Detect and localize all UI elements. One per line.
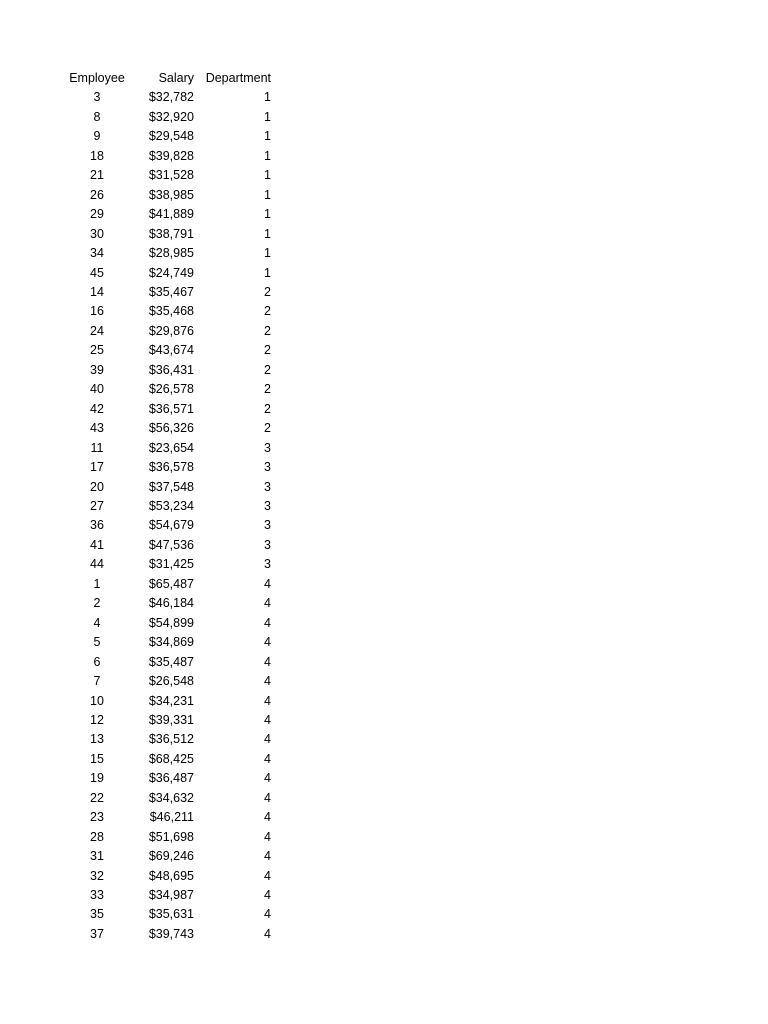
salary-cell: $53,234 xyxy=(148,498,194,513)
department-cell: 4 xyxy=(264,849,271,864)
salary-cell: $31,425 xyxy=(148,557,194,572)
table-row xyxy=(64,575,274,594)
salary-cell: $41,889 xyxy=(148,207,194,222)
salary-cell: $46,211 xyxy=(149,810,194,825)
table-row xyxy=(64,711,274,730)
employee-cell: 16 xyxy=(90,304,104,319)
department-cell: 4 xyxy=(264,907,271,922)
table-row xyxy=(64,925,274,944)
salary-cell: $35,487 xyxy=(148,654,194,669)
employee-cell: 43 xyxy=(90,421,104,436)
table-row xyxy=(64,516,274,535)
department-cell: 1 xyxy=(264,226,271,241)
department-cell: 4 xyxy=(264,810,271,825)
department-cell: 1 xyxy=(264,109,271,124)
salary-cell: $36,487 xyxy=(148,771,194,786)
salary-cell: $35,468 xyxy=(148,304,194,319)
header-row xyxy=(64,69,274,88)
department-cell: 4 xyxy=(264,674,271,689)
employee-cell: 27 xyxy=(90,498,104,513)
salary-cell: $68,425 xyxy=(148,751,194,766)
salary-cell: $29,548 xyxy=(148,129,194,144)
salary-cell: $69,246 xyxy=(148,849,194,864)
department-cell: 2 xyxy=(264,421,271,436)
employee-cell: 2 xyxy=(93,596,101,611)
salary-cell: $37,548 xyxy=(148,479,194,494)
employee-cell: 17 xyxy=(90,460,104,475)
employee-cell: 14 xyxy=(90,284,104,299)
employee-cell: 35 xyxy=(90,907,104,922)
salary-cell: $38,791 xyxy=(148,226,194,241)
employee-cell: 6 xyxy=(93,654,101,669)
department-cell: 4 xyxy=(264,771,271,786)
salary-cell: $28,985 xyxy=(148,246,194,261)
department-cell: 4 xyxy=(264,732,271,747)
department-cell: 4 xyxy=(264,615,271,630)
department-cell: 3 xyxy=(264,440,271,455)
table-row xyxy=(64,867,274,886)
department-cell: 4 xyxy=(264,868,271,883)
employee-cell: 3 xyxy=(93,90,101,105)
department-cell: 2 xyxy=(264,362,271,377)
employee-cell: 10 xyxy=(90,693,104,708)
table-row xyxy=(64,828,274,847)
department-cell: 4 xyxy=(264,888,271,903)
department-cell: 4 xyxy=(264,654,271,669)
department-cell: 4 xyxy=(264,693,271,708)
table-row xyxy=(64,458,274,477)
table-row xyxy=(64,127,274,146)
salary-cell: $32,782 xyxy=(148,90,194,105)
salary-cell: $39,331 xyxy=(148,712,194,727)
table-row xyxy=(64,886,274,905)
salary-cell: $23,654 xyxy=(148,440,194,455)
salary-cell: $34,987 xyxy=(148,888,194,903)
salary-cell: $34,869 xyxy=(148,635,194,650)
table-row xyxy=(64,225,274,244)
salary-cell: $36,512 xyxy=(148,732,194,747)
employee-cell: 31 xyxy=(90,849,104,864)
department-cell: 4 xyxy=(264,829,271,844)
salary-cell: $36,578 xyxy=(148,460,194,475)
salary-cell: $34,632 xyxy=(148,790,194,805)
employee-cell: 9 xyxy=(93,129,101,144)
table-row xyxy=(64,497,274,516)
table-row xyxy=(64,244,274,263)
salary-cell: $29,876 xyxy=(148,323,194,338)
employee-cell: 11 xyxy=(90,440,104,455)
department-cell: 1 xyxy=(264,129,271,144)
employee-cell: 36 xyxy=(90,518,104,533)
department-cell: 3 xyxy=(264,479,271,494)
employee-cell: 34 xyxy=(90,246,104,261)
salary-cell: $54,899 xyxy=(148,615,194,630)
employee-cell: 41 xyxy=(90,537,104,552)
department-cell: 3 xyxy=(264,498,271,513)
employee-column-header: Employee xyxy=(69,71,125,85)
table-row xyxy=(64,847,274,866)
spreadsheet-page xyxy=(64,69,274,944)
salary-column-header: Salary xyxy=(158,71,194,85)
employee-cell: 5 xyxy=(93,635,101,650)
salary-cell: $26,548 xyxy=(148,674,194,689)
table-row xyxy=(64,341,274,360)
table-row xyxy=(64,769,274,788)
department-cell: 4 xyxy=(264,926,271,941)
salary-cell: $46,184 xyxy=(148,596,194,611)
table-row xyxy=(64,750,274,769)
employee-cell: 44 xyxy=(90,557,104,572)
employee-cell: 30 xyxy=(90,226,104,241)
employee-cell: 25 xyxy=(90,343,104,358)
table-row xyxy=(64,283,274,302)
employee-cell: 24 xyxy=(90,323,104,338)
table-row xyxy=(64,808,274,827)
salary-cell: $39,828 xyxy=(148,148,194,163)
table-row xyxy=(64,536,274,555)
employee-cell: 4 xyxy=(93,615,101,630)
employee-cell: 42 xyxy=(90,401,104,416)
employee-salary-table xyxy=(64,69,274,944)
salary-cell: $36,571 xyxy=(148,401,194,416)
table-row xyxy=(64,633,274,652)
salary-cell: $39,743 xyxy=(148,926,194,941)
department-column-header: Department xyxy=(205,71,271,85)
table-row xyxy=(64,789,274,808)
department-cell: 1 xyxy=(264,187,271,202)
employee-cell: 26 xyxy=(90,187,104,202)
salary-cell: $26,578 xyxy=(148,382,194,397)
employee-cell: 22 xyxy=(90,790,104,805)
department-cell: 3 xyxy=(264,518,271,533)
salary-cell: $65,487 xyxy=(148,576,194,591)
table-row xyxy=(64,439,274,458)
employee-cell: 20 xyxy=(90,479,104,494)
table-row xyxy=(64,264,274,283)
department-cell: 3 xyxy=(264,557,271,572)
salary-cell: $38,985 xyxy=(148,187,194,202)
employee-cell: 39 xyxy=(90,362,104,377)
salary-cell: $43,674 xyxy=(148,343,194,358)
salary-cell: $54,679 xyxy=(148,518,194,533)
department-cell: 4 xyxy=(264,790,271,805)
table-row xyxy=(64,594,274,613)
table-body xyxy=(64,88,274,944)
department-cell: 3 xyxy=(264,460,271,475)
department-cell: 1 xyxy=(264,265,271,280)
employee-cell: 1 xyxy=(93,576,101,591)
department-cell: 2 xyxy=(264,304,271,319)
department-cell: 3 xyxy=(264,537,271,552)
table-row xyxy=(64,205,274,224)
table-row xyxy=(64,614,274,633)
salary-cell: $35,467 xyxy=(148,284,194,299)
employee-cell: 45 xyxy=(90,265,104,280)
employee-cell: 12 xyxy=(90,712,104,727)
department-cell: 4 xyxy=(264,596,271,611)
table-row xyxy=(64,108,274,127)
salary-cell: $32,920 xyxy=(148,109,194,124)
salary-cell: $47,536 xyxy=(148,537,194,552)
employee-cell: 29 xyxy=(90,207,104,222)
salary-cell: $48,695 xyxy=(148,868,194,883)
table-row xyxy=(64,147,274,166)
employee-cell: 19 xyxy=(90,771,104,786)
table-row xyxy=(64,672,274,691)
employee-cell: 28 xyxy=(90,829,104,844)
department-cell: 4 xyxy=(264,576,271,591)
salary-cell: $31,528 xyxy=(148,168,194,183)
department-cell: 1 xyxy=(264,168,271,183)
department-cell: 1 xyxy=(264,207,271,222)
department-cell: 2 xyxy=(264,382,271,397)
employee-cell: 21 xyxy=(90,168,104,183)
table-row xyxy=(64,186,274,205)
salary-cell: $36,431 xyxy=(148,362,194,377)
table-row xyxy=(64,88,274,107)
table-row xyxy=(64,692,274,711)
employee-cell: 13 xyxy=(90,732,104,747)
department-cell: 2 xyxy=(264,343,271,358)
table-row xyxy=(64,166,274,185)
employee-cell: 7 xyxy=(93,674,101,689)
employee-cell: 33 xyxy=(90,888,104,903)
table-row xyxy=(64,322,274,341)
table-row xyxy=(64,653,274,672)
table-row xyxy=(64,478,274,497)
employee-cell: 32 xyxy=(90,868,104,883)
department-cell: 1 xyxy=(264,148,271,163)
employee-cell: 40 xyxy=(90,382,104,397)
table-row xyxy=(64,730,274,749)
department-cell: 1 xyxy=(264,246,271,261)
department-cell: 2 xyxy=(264,401,271,416)
table-row xyxy=(64,380,274,399)
employee-cell: 15 xyxy=(90,751,104,766)
salary-cell: $24,749 xyxy=(148,265,194,280)
table-row xyxy=(64,905,274,924)
salary-cell: $51,698 xyxy=(148,829,194,844)
department-cell: 1 xyxy=(264,90,271,105)
department-cell: 4 xyxy=(264,712,271,727)
department-cell: 4 xyxy=(264,751,271,766)
employee-cell: 8 xyxy=(93,109,101,124)
department-cell: 2 xyxy=(264,284,271,299)
table-row xyxy=(64,361,274,380)
employee-cell: 23 xyxy=(90,810,104,825)
table-row xyxy=(64,419,274,438)
employee-cell: 37 xyxy=(90,926,104,941)
table-row xyxy=(64,400,274,419)
department-cell: 2 xyxy=(264,323,271,338)
employee-cell: 18 xyxy=(90,148,104,163)
salary-cell: $34,231 xyxy=(148,693,194,708)
table-row xyxy=(64,302,274,321)
table-row xyxy=(64,555,274,574)
salary-cell: $56,326 xyxy=(148,421,194,436)
department-cell: 4 xyxy=(264,635,271,650)
salary-cell: $35,631 xyxy=(148,907,194,922)
